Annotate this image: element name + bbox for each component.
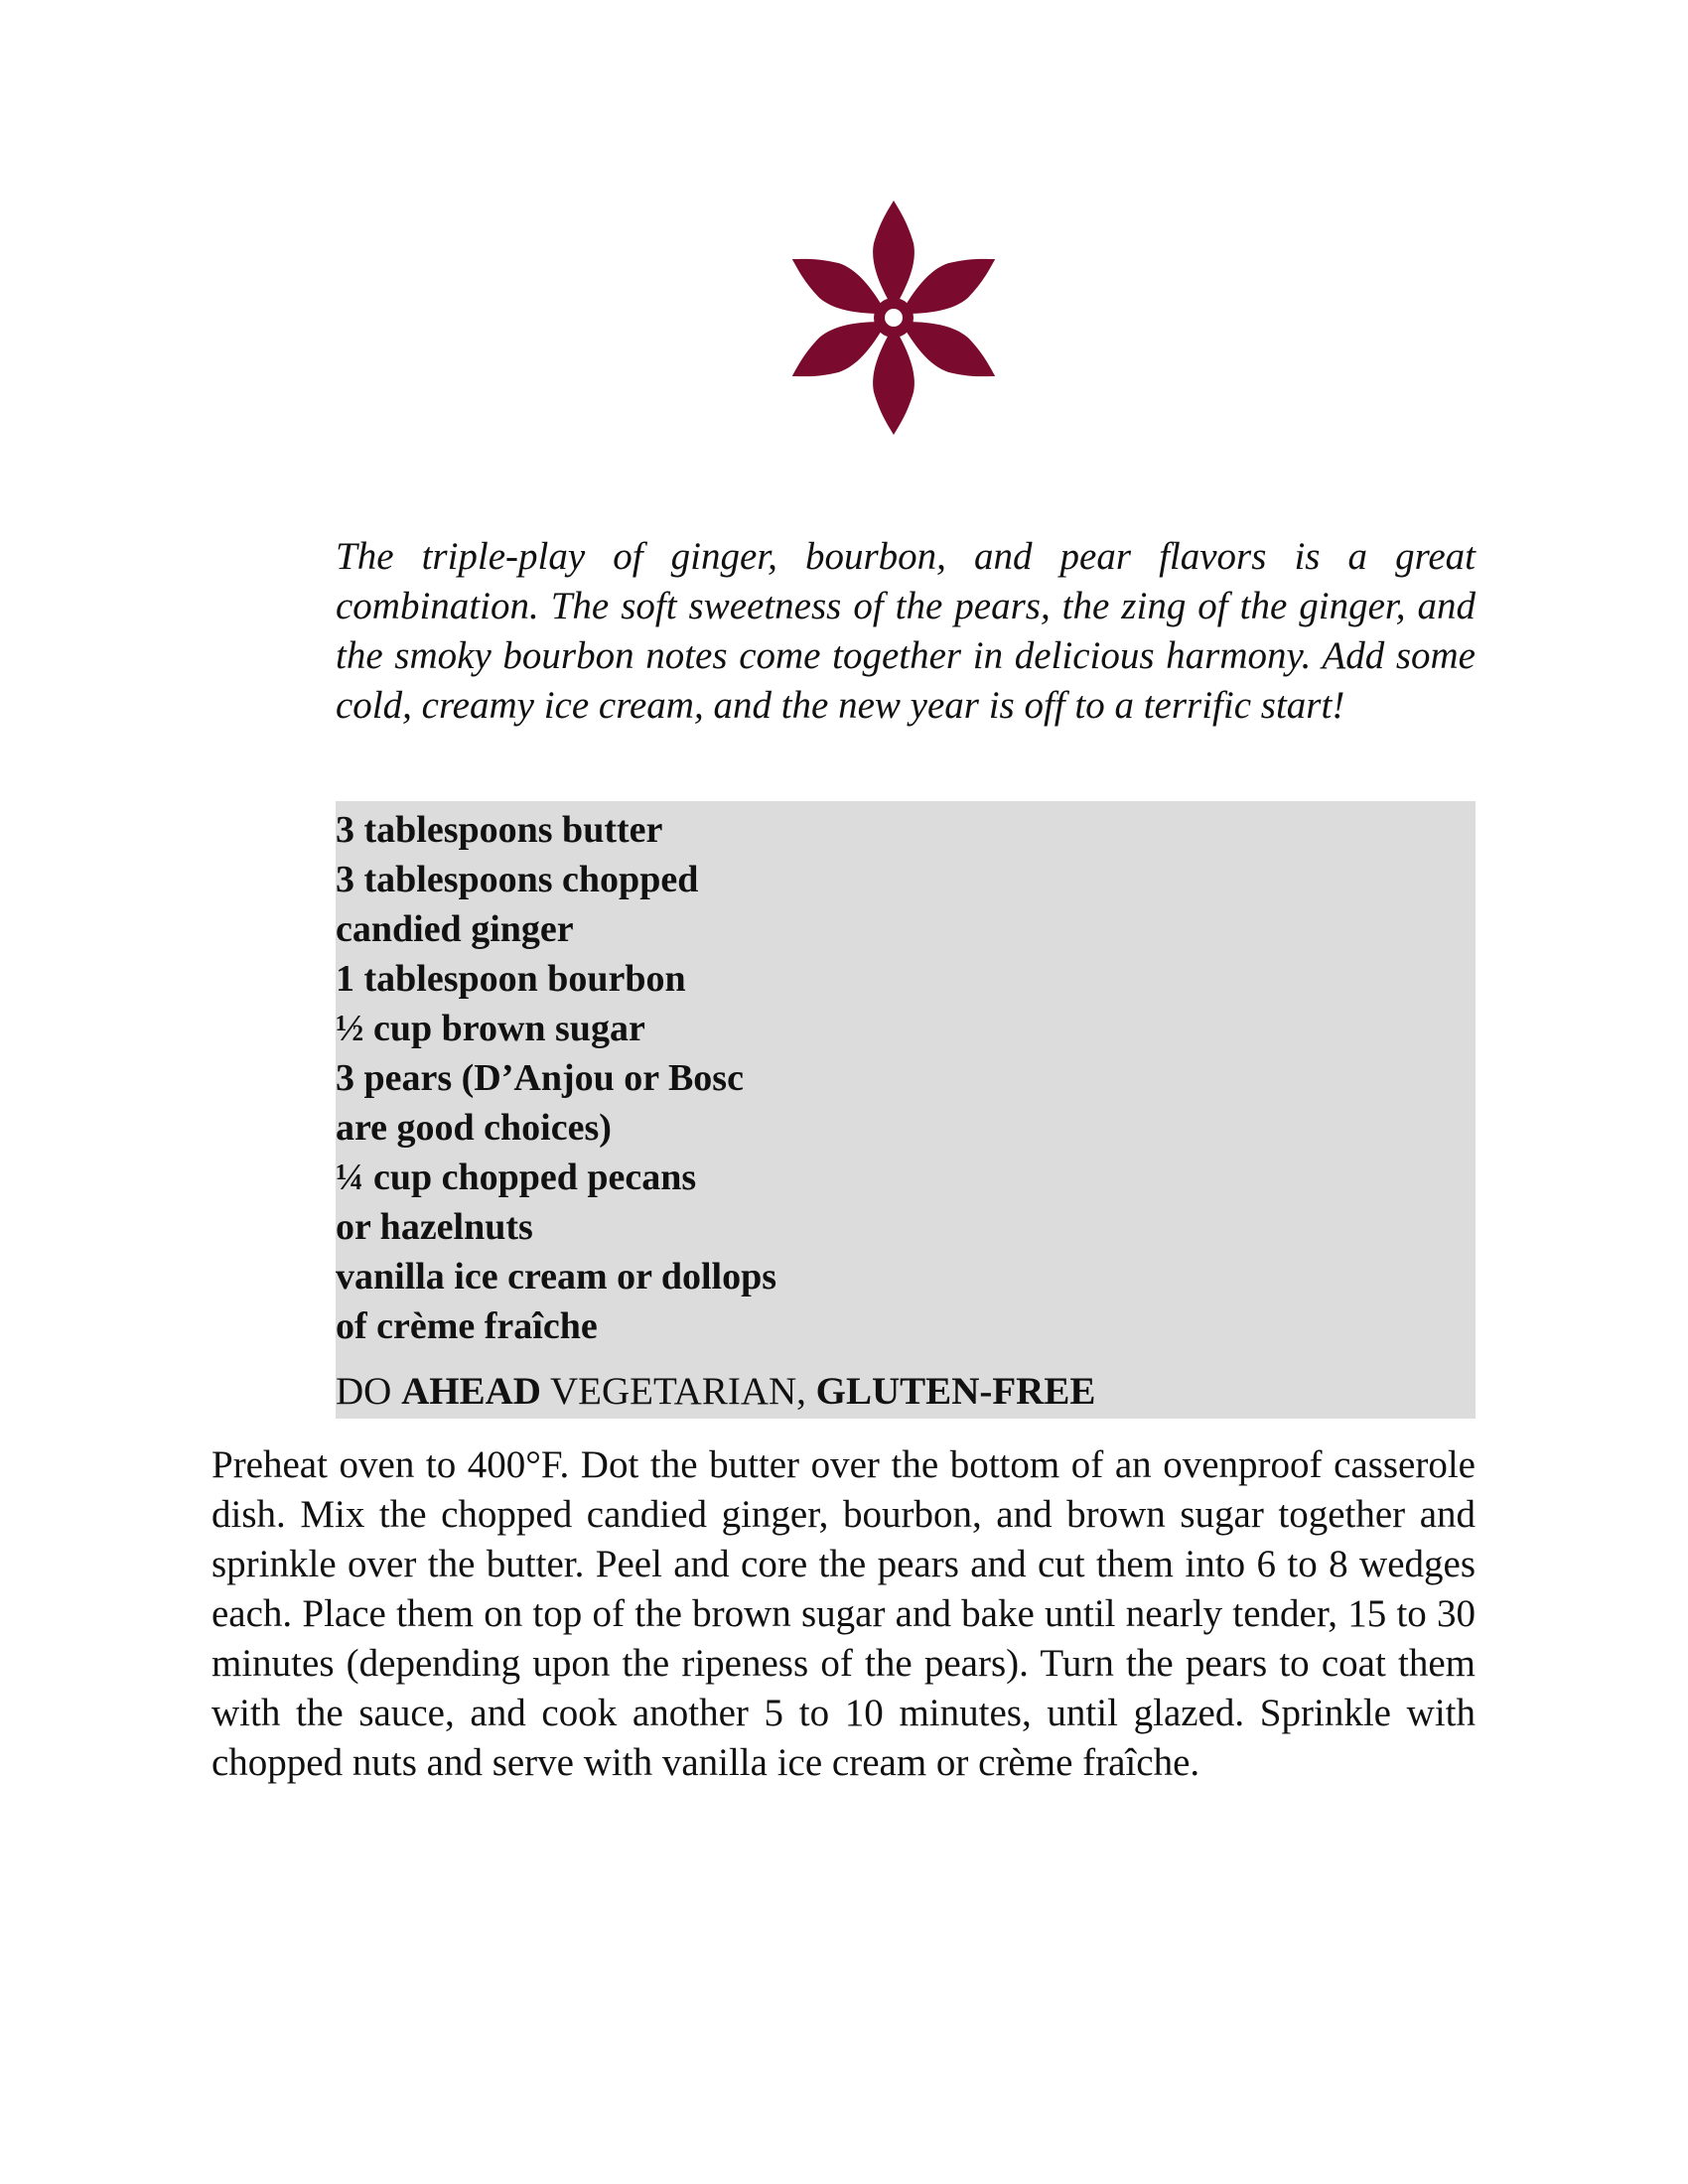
recipe-intro: The triple-play of ginger, bourbon, and pear flavors is a great combination. The soft sweetness of the pears, the zing of the ginger, and the smoky bourbon notes come together in delicious harmony. Add some cold, creamy ice cream, and the new year is off to a terrific start!: [336, 535, 1476, 727]
snowflake-petal: [873, 201, 914, 310]
tag-ahead: AHEAD: [401, 1370, 541, 1413]
recipe-tags: [336, 1367, 1095, 1417]
snowflake-petal: [873, 326, 914, 435]
ingredient-line: 3 tablespoons butter: [336, 809, 663, 851]
ingredient-line: of crème fraîche: [336, 1305, 598, 1347]
ingredient-line: or hazelnuts: [336, 1206, 533, 1248]
ingredient-line: 3 tablespoons chopped: [336, 859, 699, 900]
tag-gluten-free: GLUTEN-FREE: [815, 1370, 1096, 1413]
snowflake-icon: [784, 199, 1003, 437]
ingredient-line: candied ginger: [336, 908, 574, 950]
ingredient-line: vanilla ice cream or dollops: [336, 1256, 777, 1297]
tag-do: DO: [336, 1370, 392, 1413]
ingredient-line: ½ cup brown sugar: [336, 1008, 645, 1049]
ingredient-line: 3 pears (D’Anjou or Bosc: [336, 1057, 744, 1099]
ingredients-box: [336, 801, 1476, 1419]
recipe-method: Preheat oven to 400°F. Dot the butter over the bottom of an ovenproof casserole dish. Mix the chopped candied ginger, bourbon, and brown sugar together and sprinkle over the butter. Peel and core the pears and cut them into 6 to 8 wedges each. Place them on top of the brown sugar and bake until nearly tender, 15 to 30 minutes (depending upon the ripeness of the pears). Turn the pears to coat them with the sauce, and cook another 5 to 10 minutes, until glazed. Sprinkle with chopped nuts and serve with vanilla ice cream or crème fraîche.: [211, 1443, 1476, 1784]
ingredient-line: ¼ cup chopped pecans: [336, 1157, 697, 1198]
ingredients-list: [336, 801, 1476, 1351]
ingredient-line: 1 tablespoon bourbon: [336, 958, 686, 1000]
ingredient-line: are good choices): [336, 1107, 612, 1149]
tag-vegetarian: VEGETARIAN,: [549, 1370, 806, 1413]
